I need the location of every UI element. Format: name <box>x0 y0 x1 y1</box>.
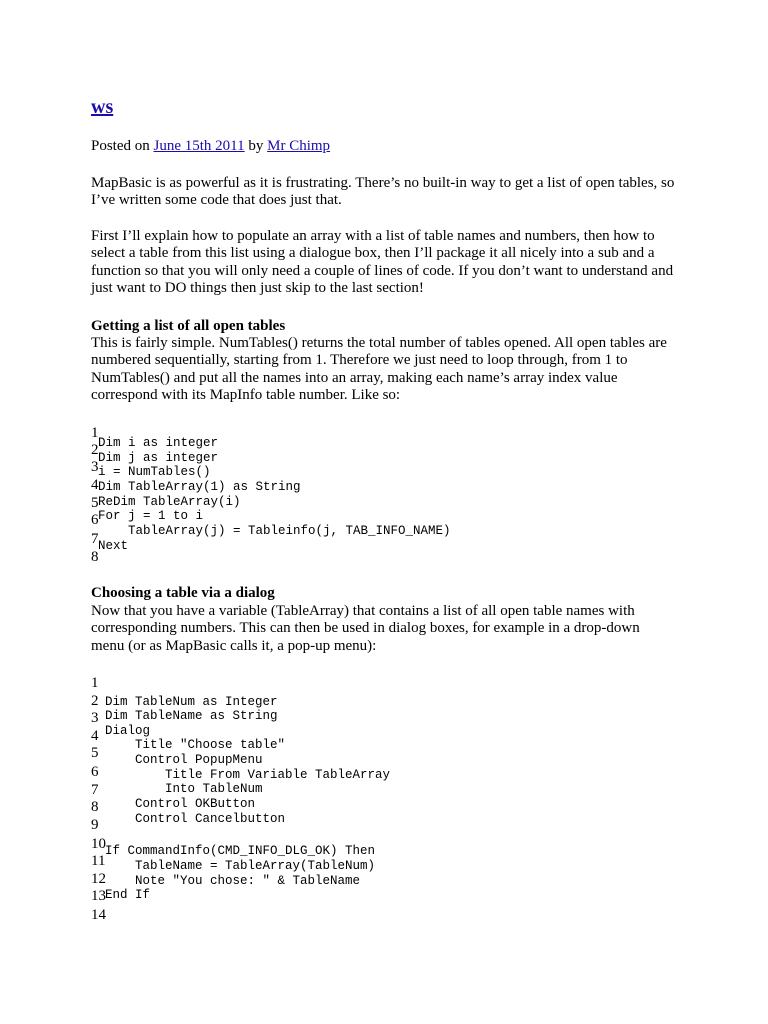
code-line: ReDim TableArray(i) <box>98 495 241 509</box>
code-line: Control OKButton <box>105 797 256 811</box>
code-line: Dim j as integer <box>98 451 219 465</box>
text-line: corresponding numbers. This can then be used in dialog boxes, for example in a drop-down <box>91 620 640 637</box>
line-number: 8 <box>91 799 99 815</box>
author-link[interactable]: Mr Chimp <box>267 138 331 154</box>
line-number: 11 <box>91 853 106 869</box>
code-line: Into TableNum <box>105 782 263 796</box>
line-number: 10 <box>91 836 106 852</box>
by-label: by <box>248 138 264 154</box>
post-date-link[interactable]: June 15th 2011 <box>153 138 245 154</box>
section1-paragraph <box>91 335 691 404</box>
code-line: If CommandInfo(CMD_INFO_DLG_OK) Then <box>105 844 376 858</box>
text-line: function so that you will only need a couple of lines of code. If you don’t want to understand and <box>91 262 674 279</box>
code-line: Title "Choose table" <box>105 738 286 752</box>
section-heading-choose-table: Choosing a table via a dialog <box>91 585 275 601</box>
text-line: select a table from this list using a dialogue box, then I’ll package it all nicely into a sub and a <box>91 245 655 262</box>
line-number: 12 <box>91 871 106 887</box>
line-number: 7 <box>91 531 99 547</box>
code-line: Control PopupMenu <box>105 753 263 767</box>
code-line: Note "You chose: " & TableName <box>105 874 361 888</box>
code-line: Dialog <box>105 724 151 738</box>
text-line: MapBasic is as powerful as it is frustrating. There’s no built-in way to get a list of open tables, so <box>91 175 675 191</box>
code-line: TableName = TableArray(TableNum) <box>105 859 376 873</box>
text-line: Now that you have a variable (TableArray) that contains a list of all open table names with <box>91 603 635 619</box>
line-number: 1 <box>91 675 99 691</box>
text-line: numbered sequentially, starting from 1. Therefore we just need to loop through, from 1 to <box>91 352 628 369</box>
section-heading-open-tables: Getting a list of all open tables <box>91 318 286 334</box>
text-line: correspond with its MapInfo table number. Like so: <box>91 386 401 403</box>
line-number: 13 <box>91 888 106 904</box>
code-line: Dim TableArray(1) as String <box>98 480 301 494</box>
text-line: NumTables() and put all the names into an array, making each name’s array index value <box>91 369 618 386</box>
code-line: Dim TableName as String <box>105 709 278 723</box>
intro-paragraph-2 <box>91 228 691 297</box>
line-number: 14 <box>91 907 106 923</box>
line-number: 2 <box>91 442 99 458</box>
code-line: For j = 1 to i <box>98 509 204 523</box>
code-line: Title From Variable TableArray <box>105 768 391 782</box>
text-line: First I’ll explain how to populate an array with a list of table names and numbers, then how to <box>91 228 655 244</box>
post-meta <box>91 138 330 155</box>
code-line: i = NumTables() <box>98 465 211 479</box>
line-number: 3 <box>91 459 99 475</box>
text-line: just want to DO things then just skip to the last section! <box>91 279 424 296</box>
line-number: 2 <box>91 693 99 709</box>
text-line: I’ve written some code that does just that. <box>91 192 342 209</box>
text-line: This is fairly simple. NumTables() returns the total number of tables opened. All open tables are <box>91 335 667 351</box>
section2-paragraph <box>91 603 691 655</box>
code-line: Dim i as integer <box>98 436 219 450</box>
posted-on-label: Posted on <box>91 138 150 154</box>
line-number: 3 <box>91 710 99 726</box>
code-line: End If <box>105 888 151 902</box>
line-number: 6 <box>91 764 99 780</box>
intro-paragraph-1 <box>91 175 691 210</box>
post-title-link[interactable]: ws <box>91 96 114 118</box>
line-number: 6 <box>91 512 99 528</box>
line-number: 7 <box>91 782 99 798</box>
line-number: 4 <box>91 477 99 493</box>
code-line: Next <box>98 539 129 553</box>
code-line: Dim TableNum as Integer <box>105 695 278 709</box>
code-line: Control Cancelbutton <box>105 812 286 826</box>
text-line: menu (or as MapBasic calls it, a pop-up menu): <box>91 637 377 654</box>
line-number: 4 <box>91 728 99 744</box>
line-number: 5 <box>91 745 99 761</box>
line-number: 5 <box>91 495 99 511</box>
code-line: TableArray(j) = Tableinfo(j, TAB_INFO_NAME) <box>98 524 451 538</box>
line-number: 8 <box>91 549 99 565</box>
line-number: 1 <box>91 425 99 441</box>
line-number: 9 <box>91 817 99 833</box>
